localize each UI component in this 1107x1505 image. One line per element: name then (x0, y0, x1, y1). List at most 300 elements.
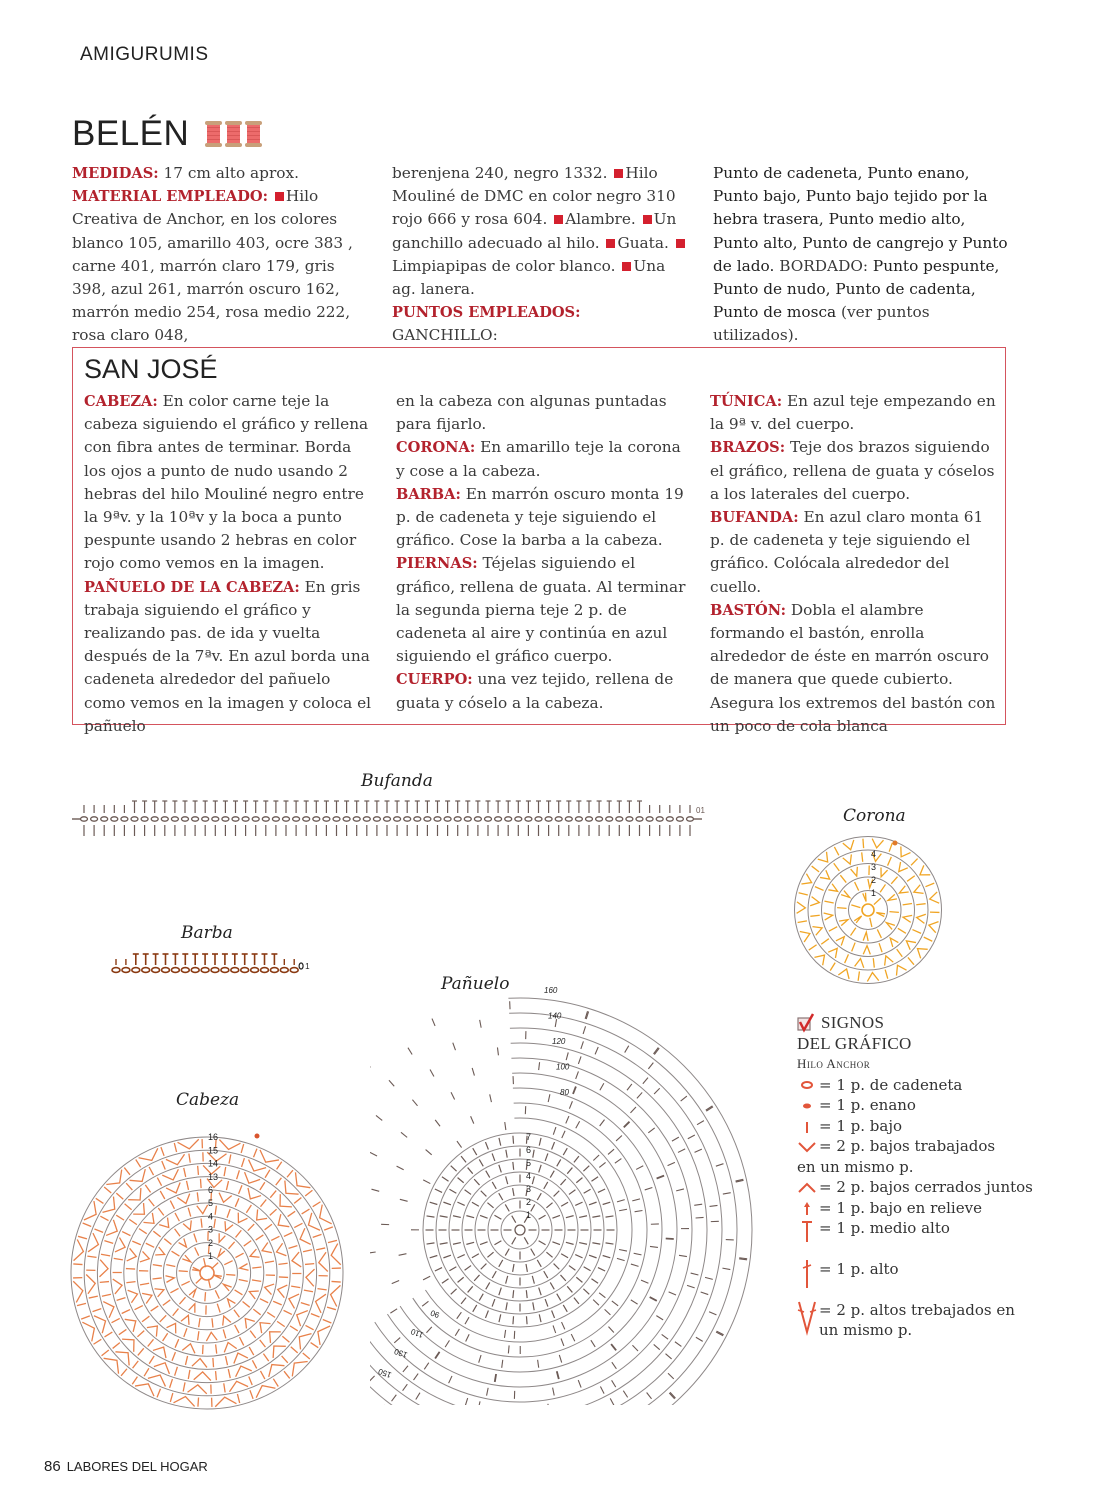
single-crochet (163, 1333, 168, 1341)
single-crochet (100, 1282, 109, 1283)
chain-stitch (303, 817, 310, 821)
single-crochet (506, 1276, 508, 1284)
increase-stitch (814, 955, 824, 965)
single-crochet (611, 1344, 616, 1350)
single-crochet (414, 1374, 419, 1381)
legend-item: = 2 p. altos trebajados en (797, 1300, 1033, 1336)
increase-stitch (228, 1299, 236, 1308)
single-crochet (539, 1138, 541, 1146)
single-crochet (911, 859, 918, 866)
single-crochet (553, 1127, 556, 1135)
single-crochet (506, 1176, 508, 1184)
increase-stitch (189, 1289, 196, 1297)
single-crochet (160, 1315, 166, 1322)
single-crochet (122, 1232, 130, 1236)
single-crochet (181, 1281, 189, 1285)
single-crochet (641, 1280, 648, 1283)
chain-stitch (272, 817, 279, 821)
single-crochet (513, 1136, 514, 1144)
single-crochet (576, 1121, 580, 1128)
single-crochet (545, 1299, 548, 1307)
single-crochet (870, 918, 872, 927)
single-crochet (403, 1366, 408, 1372)
single-crochet (851, 928, 856, 936)
single-crochet (198, 1166, 199, 1175)
single-crochet (458, 1178, 464, 1183)
single-crochet (201, 1219, 202, 1228)
single-crochet (485, 1142, 488, 1149)
single-crochet (571, 1334, 575, 1341)
round-label: 2 (526, 1197, 532, 1207)
row-label: 01 (696, 806, 705, 815)
single-crochet (93, 1309, 102, 1312)
chain-stitch (131, 817, 138, 821)
increase-stitch (901, 847, 911, 857)
single-crochet (83, 1223, 92, 1226)
single-crochet (235, 1198, 239, 1206)
intro-column-3: Punto de cadeneta, Punto enano, Punto bajo, Punto bajo tejido por la hebra trasera, Punto medio alto, Punto alto, Punto de cangrejo y Punto de lado. BORDADO: Punto pespunte, Punto de nudo, Punto de cadenta, Punto de mosca (ver puntos utilizados). (713, 164, 1008, 345)
chain-stitch (262, 817, 269, 821)
increase-stitch (188, 1385, 207, 1394)
single-crochet (223, 1329, 226, 1338)
single-crochet (157, 1178, 161, 1186)
round-label: 3 (871, 862, 877, 872)
single-crochet (494, 1241, 501, 1245)
single-crochet (457, 1312, 462, 1319)
box-column-2 (396, 390, 688, 715)
increase-stitch (295, 1172, 310, 1187)
round-line (150, 1216, 264, 1330)
single-crochet (474, 1275, 479, 1281)
single-crochet (124, 1168, 130, 1175)
single-crochet (632, 1345, 638, 1351)
increase-stitch (225, 1221, 233, 1230)
increase-stitch (240, 1264, 249, 1271)
round-label: 150 (377, 1366, 393, 1380)
single-crochet (466, 1216, 474, 1218)
single-crochet (666, 1354, 672, 1359)
single-crochet (584, 1267, 591, 1271)
slip-stitch (255, 1134, 260, 1139)
single-crochet (654, 1344, 660, 1349)
single-crochet (487, 1388, 489, 1396)
single-crochet (608, 1327, 613, 1333)
single-crochet (184, 1328, 187, 1337)
single-crochet (179, 1297, 185, 1304)
increase-stitch (219, 1193, 232, 1203)
single-crochet (137, 1331, 144, 1337)
single-crochet (583, 1166, 589, 1171)
single-crochet (473, 1305, 477, 1312)
section-label: AMIGURUMIS (80, 44, 209, 65)
increase-stitch (930, 892, 939, 903)
single-crochet (579, 1243, 587, 1245)
round-label: 1 (871, 888, 877, 898)
single-crochet (617, 1200, 625, 1202)
single-crochet (175, 1367, 178, 1376)
single-crochet (226, 1181, 228, 1190)
barba-caption: Barba (181, 923, 233, 943)
single-crochet (185, 1356, 187, 1365)
single-crochet (648, 1063, 653, 1069)
single-crochet (466, 1334, 470, 1341)
single-crochet (544, 1182, 548, 1189)
single-crochet (423, 1276, 430, 1280)
single-crochet (499, 1165, 501, 1173)
single-crochet (135, 1306, 143, 1310)
page-footer (44, 1458, 208, 1475)
increase-stitch (292, 1252, 301, 1267)
single-crochet (696, 1217, 704, 1218)
round-label: 1 (526, 1210, 532, 1220)
single-crochet (908, 957, 914, 964)
single-crochet (284, 1233, 292, 1237)
single-crochet (100, 1216, 108, 1220)
single-crochet (132, 1377, 137, 1385)
single-crochet (435, 1352, 439, 1359)
increase-stitch (872, 839, 883, 848)
increase-stitch (273, 1346, 286, 1358)
chain-stitch (586, 817, 593, 821)
increase-stitch (839, 920, 848, 926)
single-crochet (907, 876, 915, 882)
chain-stitch (101, 817, 108, 821)
single-crochet (394, 1338, 400, 1343)
bullet-square-icon (554, 215, 563, 224)
increase-stitch (218, 1248, 225, 1256)
round-label: 6 (526, 1145, 532, 1155)
single-crochet (304, 1290, 313, 1292)
chain-stitch (142, 968, 150, 973)
chain-stitch (505, 817, 512, 821)
single-crochet (399, 1254, 407, 1256)
single-crochet (885, 970, 888, 979)
single-crochet (205, 1292, 206, 1301)
single-crochet (250, 1331, 256, 1338)
single-crochet (291, 1286, 300, 1287)
checkbox-check-icon (797, 1012, 819, 1032)
round-label: 4 (871, 849, 877, 859)
legend-item: = 1 p. bajo en relieve (797, 1198, 1033, 1219)
puntos-paragraph: PUNTOS EMPLEADOS: GANCHILLO: (392, 304, 581, 345)
increase-stitch (219, 1233, 225, 1242)
single-crochet (539, 1062, 540, 1070)
single-crochet (449, 1189, 456, 1193)
increase-stitch (245, 1172, 261, 1183)
single-crochet (432, 1019, 435, 1026)
single-crochet (242, 1158, 245, 1167)
chain-stitch (111, 817, 118, 821)
single-crochet (490, 1094, 492, 1102)
chain-stitch (323, 817, 330, 821)
single-crochet (430, 1255, 438, 1257)
chain-stitch (161, 817, 168, 821)
single-crochet (188, 1370, 190, 1379)
single-crochet (239, 1279, 248, 1281)
page-number: 86 (44, 1458, 61, 1475)
single-crochet (576, 1277, 582, 1282)
single-crochet (163, 1300, 170, 1305)
single-crochet (175, 1229, 180, 1236)
single-crochet (574, 1156, 579, 1162)
single-crochet (449, 1376, 452, 1383)
single-crochet (553, 1388, 555, 1396)
instruction-paragraph: CORONA: En amarillo teje la corona y cose a la cabeza. (396, 438, 681, 480)
single-crochet (228, 1242, 234, 1249)
increase-stitch (182, 1255, 190, 1262)
single-crochet (461, 1156, 466, 1162)
chain-stitch (112, 968, 120, 973)
increase-stitch (223, 1316, 231, 1325)
single-crochet (552, 1215, 560, 1218)
single-crochet (656, 1316, 663, 1320)
single-crochet (631, 1264, 639, 1266)
legend-item: = 2 p. bajos trabajados (797, 1136, 1033, 1157)
increase-stitch (106, 1220, 117, 1236)
increase-stitch (824, 913, 833, 920)
increase-stitch (888, 894, 897, 900)
single-crochet (799, 893, 808, 895)
single-crochet (548, 1404, 549, 1405)
single-crochet (840, 875, 846, 882)
single-crochet (468, 1286, 473, 1292)
single-crochet (554, 1191, 560, 1197)
round-line (177, 1243, 238, 1304)
increase-stitch (197, 1205, 208, 1214)
chain-stitch (242, 817, 249, 821)
chain-stitch (525, 817, 532, 821)
single-crochet (873, 958, 874, 967)
chain-stitch (404, 817, 411, 821)
round-line (124, 1190, 290, 1356)
round-label: 7 (526, 1132, 532, 1142)
single-crochet (235, 1325, 239, 1333)
single-crochet (583, 1026, 585, 1034)
increase-stitch (881, 867, 888, 876)
single-crochet (472, 1202, 479, 1206)
legend-item: = 2 p. bajos cerrados juntos (797, 1177, 1033, 1198)
single-crochet (592, 1243, 600, 1244)
single-crochet (303, 1353, 310, 1359)
single-crochet (93, 1339, 101, 1344)
increase-stitch (851, 867, 858, 876)
single-crochet (650, 1246, 658, 1247)
single-crochet (267, 1312, 275, 1317)
single-crochet (608, 1149, 614, 1154)
single-crochet (600, 1083, 604, 1090)
single-crochet (291, 1347, 298, 1353)
single-crochet (619, 1209, 627, 1211)
round-label: 100 (556, 1062, 570, 1072)
chain-stitch (464, 817, 471, 821)
increase-stitch (99, 1260, 108, 1277)
single-crochet (472, 1068, 474, 1076)
single-crochet (505, 1122, 506, 1130)
single-crochet (412, 1100, 417, 1106)
single-crochet (289, 1246, 298, 1249)
single-crochet (662, 1334, 668, 1339)
single-crochet (423, 1180, 430, 1184)
single-crochet (581, 1041, 584, 1049)
increase-stitch (106, 1170, 121, 1185)
single-crochet (647, 1392, 652, 1398)
single-crochet (566, 1216, 574, 1218)
single-crochet (531, 1204, 535, 1211)
cabeza-caption: Cabeza (176, 1090, 240, 1110)
single-crochet (492, 1299, 495, 1307)
single-crochet (465, 1317, 469, 1324)
single-crochet (112, 1318, 120, 1322)
single-crochet (175, 1339, 179, 1347)
single-crochet (473, 1148, 477, 1155)
round-line (71, 1137, 343, 1409)
chain-stitch (212, 817, 219, 821)
single-crochet (424, 1363, 429, 1370)
single-crochet (235, 1290, 243, 1295)
bullet-square-icon (622, 262, 631, 271)
chain-stitch (384, 817, 391, 821)
single-crochet (288, 1211, 296, 1216)
single-crochet (592, 1216, 600, 1217)
single-crochet (508, 1345, 509, 1353)
chain-stitch (293, 817, 300, 821)
single-crochet (485, 1311, 488, 1318)
increase-stitch (855, 959, 864, 968)
single-crochet (401, 1132, 407, 1137)
single-crochet (552, 1142, 555, 1149)
single-crochet (282, 1336, 289, 1342)
single-crochet (593, 1300, 599, 1306)
single-crochet (553, 1325, 556, 1333)
increase-stitch (181, 1315, 189, 1324)
single-crochet (113, 1343, 120, 1349)
single-crochet (440, 1216, 448, 1217)
single-crochet (499, 1193, 503, 1200)
chain-stitch (646, 817, 653, 821)
single-crochet (603, 1202, 611, 1204)
sc-relief-icon (797, 1198, 817, 1218)
chain-stitch (485, 817, 492, 821)
single-crochet (305, 1190, 312, 1196)
single-crochet (173, 1309, 179, 1316)
single-crochet (852, 943, 855, 952)
single-crochet (226, 1274, 235, 1275)
single-crochet (560, 1275, 565, 1281)
single-crochet (526, 1316, 527, 1324)
single-crochet (624, 1122, 630, 1128)
single-crochet (499, 1138, 501, 1146)
increase-stitch (194, 1372, 211, 1381)
legend-title: SIGNOS (821, 1013, 885, 1032)
single-crochet (277, 1321, 285, 1326)
chain-stitch (626, 817, 633, 821)
single-crochet (879, 943, 882, 952)
instruction-paragraph: BASTÓN: Dobla el alambre formando el bastón, enrolla alrededor de éste en marrón oscuro de manera que quede cubierto. Asegura los extremos del bastón con un poco de cola blanca (710, 600, 996, 735)
single-crochet (211, 1263, 218, 1269)
chain-stitch (151, 817, 158, 821)
increase-stitch (249, 1291, 258, 1299)
single-crochet (87, 1256, 96, 1257)
single-crochet (812, 866, 819, 872)
single-crochet (897, 949, 903, 957)
single-crochet (164, 1239, 171, 1245)
single-crochet (544, 1271, 548, 1278)
single-crochet (912, 930, 921, 934)
box-column-3 (710, 390, 1002, 738)
single-crochet (403, 1384, 408, 1390)
single-crochet (798, 921, 807, 923)
single-crochet (705, 1277, 713, 1279)
single-crochet (146, 1243, 154, 1247)
instruction-paragraph: TÚNICA: En azul teje empezando en la 9ª v. del cuerpo. (710, 392, 996, 434)
chain-stitch-icon (797, 1075, 817, 1095)
chain-stitch (474, 817, 481, 821)
single-crochet (179, 1271, 188, 1272)
single-crochet (499, 1260, 503, 1267)
single-crochet (256, 1235, 264, 1240)
single-crochet (149, 1199, 155, 1206)
single-crochet (194, 1234, 197, 1243)
single-crochet (237, 1170, 240, 1179)
single-crochet (422, 1301, 428, 1306)
chain-stitch (495, 817, 502, 821)
legend-item: = 1 p. de cadeneta (797, 1075, 1033, 1096)
single-crochet (598, 1189, 605, 1192)
single-crochet (566, 1052, 568, 1060)
single-crochet (837, 908, 846, 909)
round-label: 4 (526, 1171, 532, 1181)
single-crochet (323, 1320, 332, 1323)
increase-stitch (206, 1332, 217, 1341)
chain-stitch (454, 817, 461, 821)
single-crochet (611, 1344, 616, 1350)
single-crochet (578, 1056, 581, 1064)
single-crochet (442, 1177, 449, 1182)
increase-stitch (917, 914, 926, 923)
magazine-name: LABORES DEL HOGAR (66, 1459, 208, 1474)
chain-stitch (353, 817, 360, 821)
increase-stitch (179, 1238, 187, 1247)
chain-stitch (575, 817, 582, 821)
single-crochet (465, 1398, 467, 1405)
single-crochet (465, 1266, 471, 1271)
single-crochet (631, 1300, 638, 1304)
single-crochet (126, 1282, 135, 1283)
increase-stitch (292, 1361, 307, 1376)
chain-stitch (121, 817, 128, 821)
single-crochet (533, 1150, 534, 1158)
single-crochet (142, 1316, 149, 1322)
chain-stitch (313, 817, 320, 821)
chain-stitch (211, 968, 219, 973)
increase-stitch (192, 1359, 207, 1368)
single-crochet (512, 1237, 516, 1244)
increase-stitch (159, 1218, 169, 1228)
single-crochet (166, 1265, 175, 1267)
single-crochet (533, 1302, 534, 1310)
difficulty-rating (205, 121, 262, 147)
single-crochet (513, 1316, 514, 1324)
single-crochet (539, 1288, 541, 1296)
legend-item: = 1 p. enano (797, 1095, 1033, 1116)
single-crochet (532, 1176, 534, 1184)
round-line (795, 837, 942, 984)
increase-stitch (863, 946, 870, 955)
corona-caption: Corona (843, 806, 906, 826)
single-crochet (815, 887, 824, 891)
instruction-paragraph: BUFANDA: En azul claro monta 61 p. de cadeneta y teje siguiendo el gráfico. Colócala alrededor del cuello. (710, 508, 984, 596)
round-label: 6 (208, 1185, 214, 1195)
